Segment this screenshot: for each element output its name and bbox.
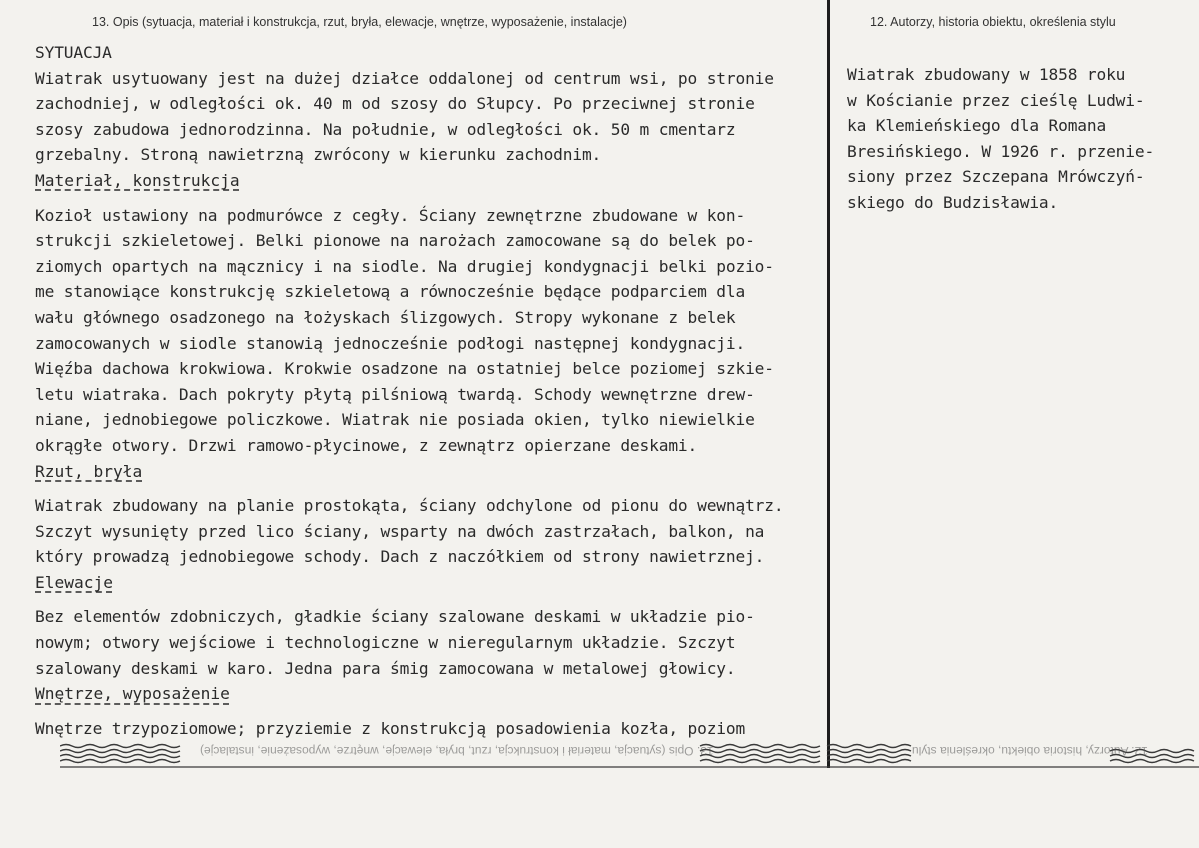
section-title-plan: Rzut, bryła — [35, 461, 143, 481]
text-line: zamocowanych w siodle stanowią jednocześnie podłogi następnej kondygnacji. — [35, 333, 746, 353]
text-line: Wnętrze trzypoziomowe; przyziemie z konstrukcją posadowienia kozła, poziom — [35, 718, 746, 738]
text-line: ziomych opartych na mącznicy i na siodle. Na drugiej kondygnacji belki pozio- — [35, 256, 774, 276]
section-material-construction — [35, 168, 825, 459]
text-line: Kozioł ustawiony na podmurówce z cegły. Ściany zewnętrzne zbudowane w kon- — [35, 205, 746, 225]
history-column-header: 12. Autorzy, historia obiektu, określenia stylu — [870, 15, 1116, 29]
text-line: który prowadzą jednobiegowe schody. Dach z naczółkiem od strony nawietrznej. — [35, 547, 765, 567]
text-line: Szczyt wysunięty przed lico ściany, wsparty na dwóch zastrzałach, balkon, na — [35, 521, 765, 541]
text-line: zachodniej, w odległości ok. 40 m od szosy do Słupcy. Po przeciwnej stronie — [35, 94, 755, 114]
history-column — [847, 62, 1177, 216]
section-elevations — [35, 570, 825, 681]
text-line: niane, jednobiegowe policzkowe. Wiatrak nie posiada okien, tylko niewielkie — [35, 410, 755, 430]
text-line: ka Klemieńskiego dla Romana — [847, 116, 1107, 136]
section-title-elevations: Elewacje — [35, 572, 113, 592]
text-line: grzebalny. Stroną nawietrzną zwrócony w kierunku zachodnim. — [35, 145, 602, 165]
text-line: siony przez Szczepana Mrówczyń- — [847, 167, 1145, 187]
description-column-header: 13. Opis (sytuacja, materiał i konstrukcja, rzut, bryła, elewacje, wnętrze, wyposażenie, instalacje) — [92, 15, 627, 29]
section-plan-mass — [35, 459, 825, 570]
section-situation — [35, 40, 825, 168]
text-line: szalowany deskami w karo. Jedna para śmig zamocowana w metalowej głowicy. — [35, 658, 736, 678]
text-line: Wiatrak usytuowany jest na dużej działce oddalonej od centrum wsi, po stronie — [35, 68, 774, 88]
text-line: Wiatrak zbudowany na planie prostokąta, ściany odchylone od pionu do wewnątrz. — [35, 496, 784, 516]
text-line: szosy zabudowa jednorodzinna. Na południe, w odległości ok. 50 m cmentarz — [35, 119, 736, 139]
text-line: Bez elementów zdobniczych, gładkie ściany szalowane deskami w układzie pio- — [35, 607, 755, 627]
text-line: nowym; otwory wejściowe i technologiczne w nieregularnym układzie. Szczyt — [35, 633, 736, 653]
text-line: letu wiatraka. Dach pokryty płytą pilśniową twardą. Schody wewnętrzne drew- — [35, 384, 755, 404]
text-line: skiego do Budzisławia. — [847, 192, 1059, 212]
section-title-interior: Wnętrze, wyposażenie — [35, 684, 230, 704]
text-line: Bresińskiego. W 1926 r. przenie- — [847, 141, 1155, 161]
text-line: strukcji szkieletowej. Belki pionowe na narożach zamocowane są do belek po- — [35, 231, 755, 251]
section-title-situation: SYTUACJA — [35, 43, 112, 62]
column-divider — [827, 0, 830, 768]
text-line: Wiatrak zbudowany w 1858 roku — [847, 65, 1126, 84]
mirrored-header-right: 12. Autorzy, historia obiektu, określenia stylu — [912, 744, 1148, 758]
text-line: wału głównego osadzonego na łożyskach ślizgowych. Stropy wykonane z belek — [35, 307, 736, 327]
mirrored-header-left: 13. Opis (sytuacja, materiał i konstrukcja, rzut, bryła, elewacje, wnętrze, wyposażenie, instalacje) — [200, 744, 714, 758]
description-column — [35, 40, 825, 741]
text-line: w Kościanie przez cieślę Ludwi- — [847, 90, 1145, 110]
section-interior — [35, 681, 825, 741]
text-line: Więźba dachowa krokwiowa. Krokwie osadzone na ostatniej belce poziomej szkie- — [35, 359, 774, 379]
section-title-material: Materiał, konstrukcja — [35, 170, 240, 190]
text-line: okrągłe otwory. Drzwi ramowo-płycinowe, z zewnątrz opierzane deskami. — [35, 435, 698, 455]
text-line: me stanowiące konstrukcję szkieletową a równocześnie będące podparciem dla — [35, 282, 746, 302]
